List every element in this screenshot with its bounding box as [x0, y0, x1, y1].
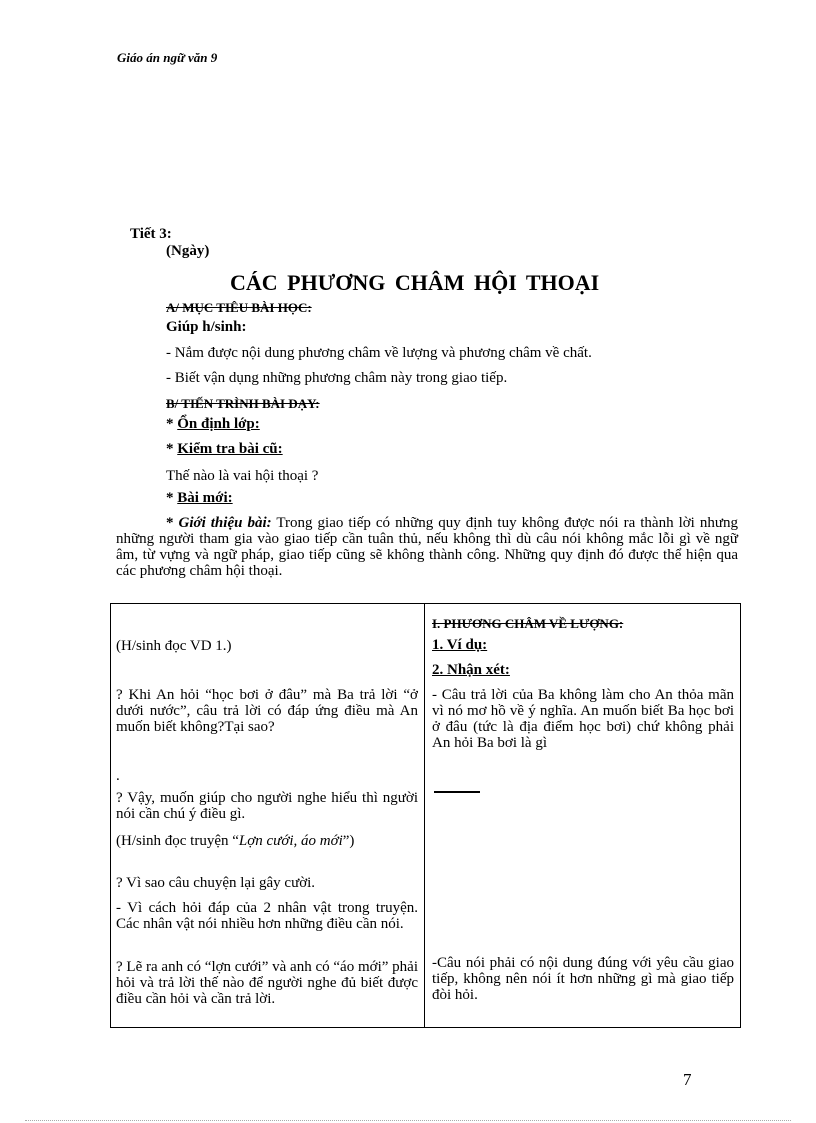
- left-question-1: ? Khi An hỏi “học bơi ở đâu” mà Ba trả lời “ở dưới nước”, câu trả lời có đáp ứng điều mà An muốn biết không?Tại sao?: [116, 687, 418, 735]
- step-new-lesson-label: Bài mới:: [177, 490, 233, 506]
- intro-paragraph: * Giới thiệu bài: Trong giao tiếp có những quy định tuy không được nói ra thành lời nhưng những người tham gia vào giao tiếp cần tuân thủ, nếu không thì dù câu nói không mắc lỗi gì về ngữ âm, từ vựng và ngữ pháp, giao tiếp cũng sẽ không thành công. Những quy định đó được thể hiện qua các phương châm hội thoại.: [116, 515, 739, 579]
- left-question-3: ? Vì sao câu chuyện lại gây cười.: [116, 875, 316, 891]
- lesson-number: Tiết 3:: [130, 226, 172, 242]
- left-question-2: ? Vậy, muốn giúp cho người nghe hiểu thì người nói cần chú ý điều gì.: [116, 790, 418, 822]
- old-question: Thế nào là vai hội thoại ?: [166, 468, 319, 484]
- read-story-suffix: ”): [342, 833, 355, 849]
- right-answer: - Câu trả lời của Ba không làm cho An thỏa mãn vì nó mơ hồ về ý nghĩa. An muốn biết Ba học bơi ở đâu (tức là địa điểm học bơi) chứ không phải An hỏi Ba bơi là gì: [432, 687, 734, 751]
- goal-1: - Nắm được nội dung phương châm về lượng và phương châm về chất.: [166, 345, 592, 361]
- short-rule: [434, 791, 480, 793]
- right-comment: 2. Nhận xét:: [432, 662, 510, 678]
- step-stabilize: * Ổn định lớp:: [166, 416, 260, 432]
- intro-text: Trong giao tiếp có những quy định tuy không được nói ra thành lời nhưng những người tham gia vào giao tiếp cần tuân thủ, nếu không thì dù câu nói không mắc lỗi gì về ngữ âm, từ vựng và ngữ pháp, giao tiếp cũng sẽ không thành công. Những quy định đó được thể hiện qua các phương châm hội thoại.: [116, 515, 739, 579]
- section-a-heading: A/ MỤC TIÊU BÀI HỌC:: [166, 300, 312, 315]
- left-read-story: [116, 833, 418, 849]
- right-conclusion: -Câu nói phải có nội dung đúng với yêu cầu giao tiếp, không nên nói ít hơn những gì mà giao tiếp đòi hỏi.: [432, 955, 734, 1003]
- left-dot: .: [116, 768, 120, 784]
- goal-2: - Biết vận dụng những phương châm này trong giao tiếp.: [166, 370, 508, 386]
- table-divider: [424, 603, 425, 1028]
- right-heading: I. PHƯƠNG CHÂM VỀ LƯỢNG:: [432, 616, 624, 631]
- left-question-4: ? Lẽ ra anh có “lợn cưới” và anh có “áo mới” phải hỏi và trả lời thế nào để người nghe đủ biết được điều cần hỏi và cần trả lời.: [116, 959, 418, 1007]
- read-story-title: Lợn cưới, áo mới: [238, 833, 343, 849]
- read-story-prefix: (H/sinh đọc truyện “: [116, 833, 239, 849]
- step-new-lesson: * Bài mới:: [166, 490, 233, 506]
- step-check-old-label: Kiểm tra bài cũ:: [177, 441, 283, 457]
- page-title: CÁC PHƯƠNG CHÂM HỘI THOẠI: [230, 270, 600, 295]
- left-read-example: (H/sinh đọc VD 1.): [116, 638, 232, 654]
- left-answer-3: - Vì cách hỏi đáp của 2 nhân vật trong truyện. Các nhân vật nói nhiều hơn những điều cần nói.: [116, 900, 418, 932]
- right-example: 1. Ví dụ:: [432, 637, 488, 653]
- page-edge: [25, 1120, 791, 1121]
- section-b-heading: B/ TIẾN TRÌNH BÀI DẠY:: [166, 396, 320, 411]
- help-heading: Giúp h/sinh:: [166, 319, 247, 335]
- intro-label: Giới thiệu bài:: [178, 515, 272, 531]
- page-header: Giáo án ngữ văn 9: [117, 50, 218, 65]
- page-number: 7: [683, 1070, 692, 1089]
- lesson-date: (Ngày): [166, 243, 210, 259]
- step-check-old: * Kiểm tra bài cũ:: [166, 441, 283, 457]
- step-stabilize-label: Ổn định lớp:: [177, 416, 260, 432]
